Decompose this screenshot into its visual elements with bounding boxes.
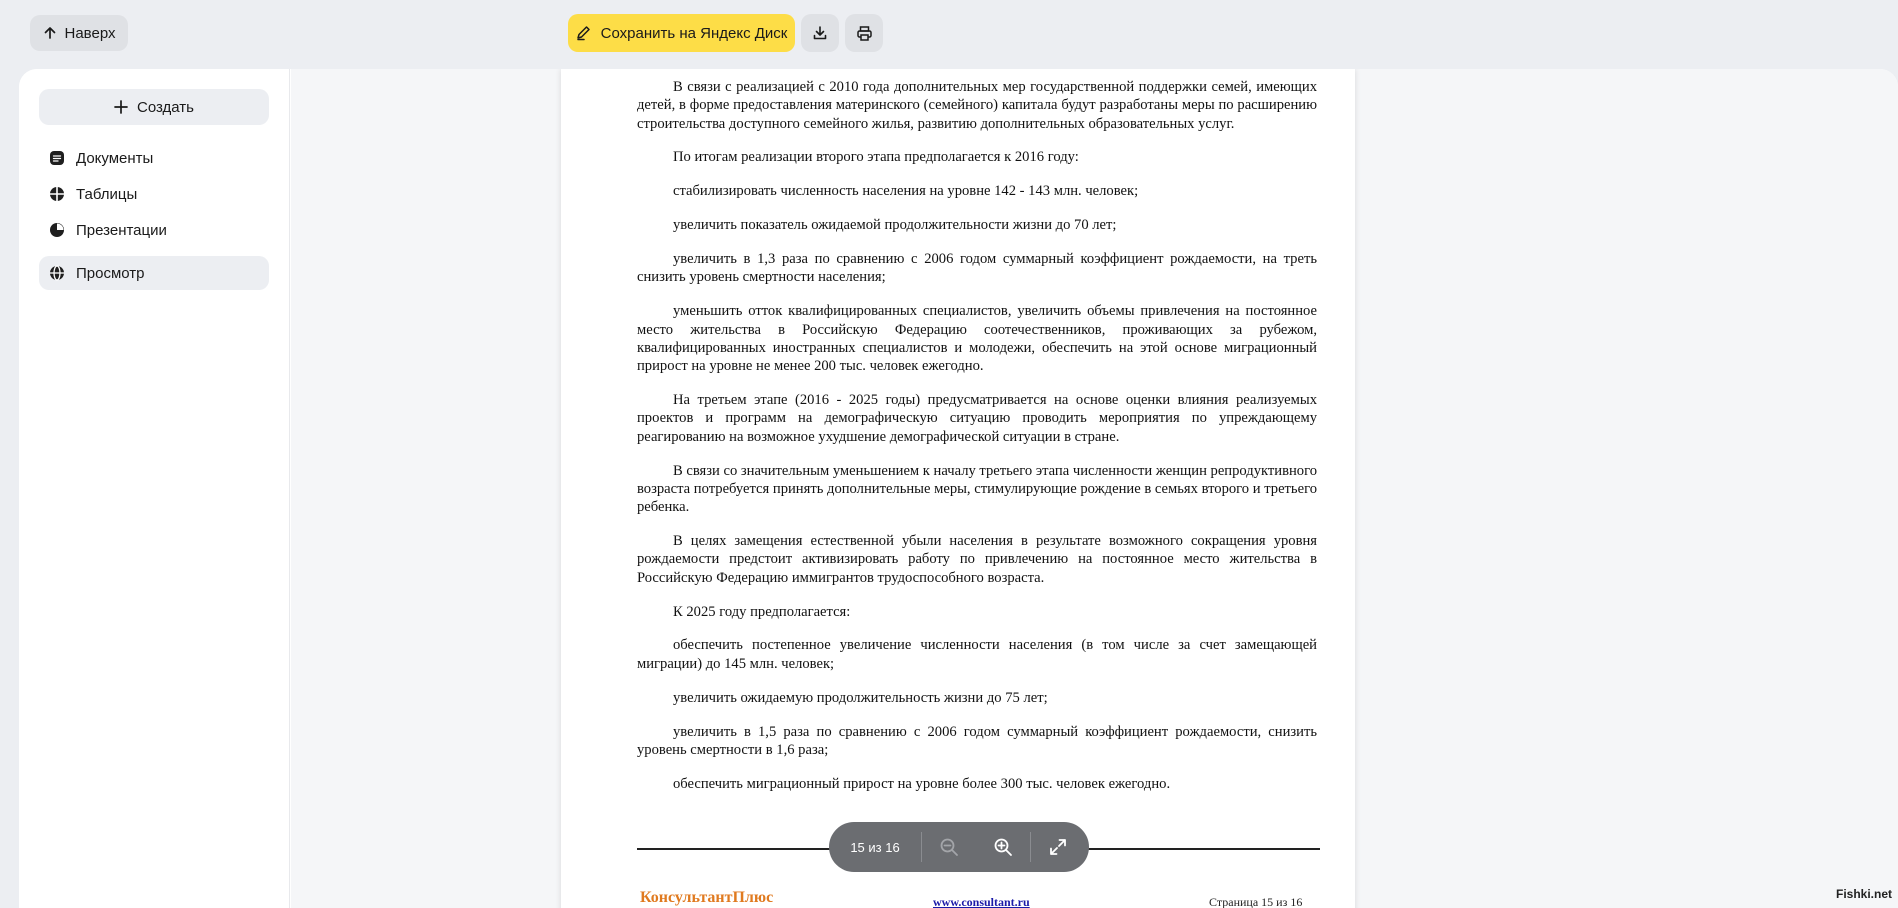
sidebar-item-label: Таблицы [76,185,138,203]
table-icon [49,186,65,202]
footer-page-number: Страница 15 из 16 [1209,895,1303,908]
paragraph: обеспечить миграционный прирост на уровне более 300 тыс. человек ежегодно. [673,775,1171,792]
plus-icon [114,100,128,114]
save-to-yandex-disk-button[interactable] [568,14,795,52]
sidebar-item-presentations[interactable] [39,213,269,247]
create-button[interactable] [39,89,269,125]
presentation-icon [49,222,65,238]
document-text [637,78,1317,809]
paragraph: увеличить в 1,3 раза по сравнению с 2006 годом суммарный коэффициент рождаемости, на треть снизить уровень смертности населения; [637,251,1317,286]
top-toolbar [0,0,1898,66]
document-icon [49,150,65,166]
arrow-up-icon [43,26,57,40]
document-viewer[interactable] [291,69,1898,908]
paragraph: В целях замещения естественной убыли населения в результате возможного сокращения уровня рождаемости предстоит активизировать работу по привлечению на постоянное место жительства в Российскую Федерацию иммигрантов трудоспособного возраста. [637,533,1317,586]
paragraph: увеличить показатель ожидаемой продолжительности жизни до 70 лет; [673,217,1117,234]
sidebar-item-documents[interactable] [39,141,269,175]
download-button[interactable] [801,14,839,52]
paragraph: уменьшить отток квалифицированных специалистов, увеличить объемы привлечения на постоянное место жительства в Российскую Федерацию соотечественников, проживающих за рубежом, квалифицированных иностранных специалистов и молодежи, обеспечить на этой основе миграционный прирост на уровне не менее 200 тыс. человек ежегодно. [637,303,1317,375]
paragraph: К 2025 году предполагается: [673,603,851,620]
fullscreen-icon [1048,837,1068,857]
zoom-out-button[interactable] [922,822,976,872]
print-button[interactable] [845,14,883,52]
page-navigator [829,822,1089,872]
sidebar [19,69,290,908]
sidebar-item-tables[interactable] [39,177,269,211]
footer-brand: КонсультантПлюс [640,889,774,906]
download-icon [812,25,828,41]
paragraph: В связи с реализацией с 2010 года дополнительных мер государственной поддержки семей, имеющих детей, в форме предоставления материнского (семейного) капитала будут разработаны меры по расширению строительства доступного семейного жилья, развитию дополнительных образовательных услуг. [637,79,1317,132]
sidebar-item-label: Презентации [76,221,167,239]
paragraph: обеспечить постепенное увеличение численности населения (в том числе за счет замещающей миграции) до 145 млн. человек; [637,637,1317,672]
document-page [561,69,1355,908]
zoom-out-icon [939,837,959,857]
save-button-label: Сохранить на Яндекс Диск [600,24,788,42]
footer-link[interactable]: www.consultant.ru [933,895,1030,908]
sidebar-item-label: Документы [76,149,154,167]
fullscreen-button[interactable] [1031,822,1085,872]
create-button-label: Создать [136,98,194,116]
zoom-in-button[interactable] [976,822,1030,872]
up-button-label: Наверх [64,24,116,42]
printer-icon [856,25,873,42]
paragraph: стабилизировать численность населения на уровне 142 - 143 млн. человек; [673,183,1139,200]
view-icon [49,265,65,281]
sidebar-item-view[interactable] [39,256,269,290]
pen-icon [576,25,592,41]
main-panel [19,69,1898,908]
paragraph: На третьем этапе (2016 - 2025 годы) предусматривается на основе оценки влияния реализуемых проектов и программ на демографическую ситуацию проводить мероприятия по упреждающему реагированию на возможное ухудшение демографической ситуации в стране. [637,392,1317,445]
watermark: Fishki.net [1835,887,1892,901]
paragraph: увеличить в 1,5 раза по сравнению с 2006 годом суммарный коэффициент рождаемости, снизить уровень смертности в 1,6 раза; [637,723,1317,758]
paragraph: По итогам реализации второго этапа предполагается к 2016 году: [673,149,1079,166]
paragraph: В связи со значительным уменьшением к началу третьего этапа численности женщин репродуктивного возраста потребуется принять дополнительные меры, стимулирующие рождение в семьях второго и третьего ребенка. [637,462,1318,516]
up-button[interactable] [30,15,128,51]
paragraph: увеличить ожидаемую продолжительность жизни до 75 лет; [673,689,1048,706]
sidebar-item-label: Просмотр [76,264,145,282]
page-counter: 15 из 16 [850,839,900,855]
zoom-in-icon [993,837,1013,857]
